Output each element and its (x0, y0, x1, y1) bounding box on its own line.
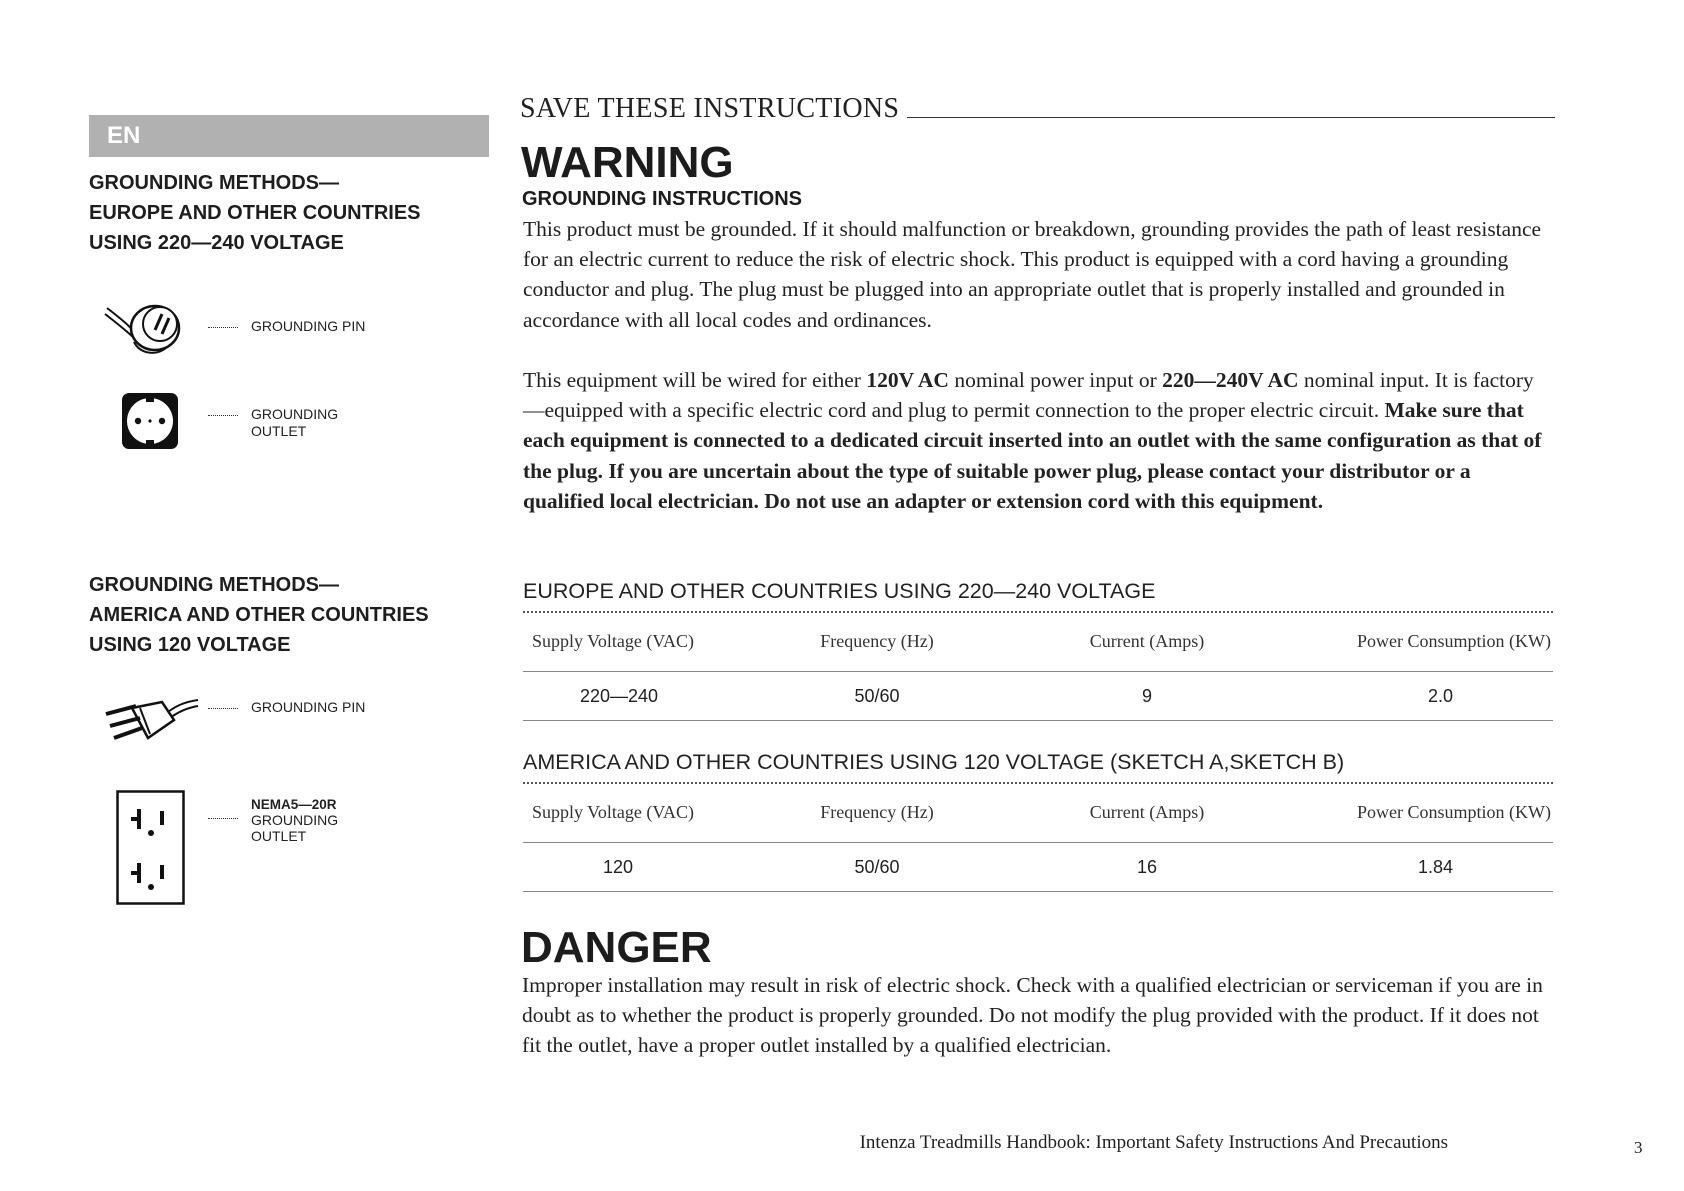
column-header: Current (Amps) (1012, 611, 1282, 672)
europe-outlet-icon (121, 392, 179, 450)
table-cell: 1.84 (1282, 843, 1553, 892)
column-header: Power Consumption (KW) (1282, 782, 1553, 843)
heading-rule (907, 117, 1555, 118)
table-cell: 9 (1012, 672, 1282, 721)
america-grounding-heading: GROUNDING METHODS— AMERICA AND OTHER COUNTRIES USING 120 VOLTAGE (89, 574, 429, 656)
america-grounding-pin-label: GROUNDING PIN (251, 699, 366, 715)
leader-line (208, 415, 238, 416)
nema-outlet-icon (116, 790, 186, 906)
nema-outlet-label: NEMA5—20R GROUNDING OUTLET (251, 797, 339, 844)
warning-paragraph-2: This equipment will be wired for either 120V AC nominal power input or 220—240V AC nominal input. It is factory—equipped with a specific electric cord and plug to permit connection to the proper electric circuit. Make sure that each equipment is connected to a dedicated circuit inserted into an outlet with the same configuration as that of the plug. If you are uncertain about the type of suitable power plug, please contact your distributor or a qualified local electrician. Do not use an adapter or extension cord with this equipment. (523, 368, 1542, 513)
column-header: Frequency (Hz) (742, 782, 1012, 843)
column-header: Supply Voltage (VAC) (523, 611, 742, 672)
language-badge: EN (89, 115, 489, 157)
table-cell: 16 (1012, 843, 1282, 892)
europe-grounding-pin-label: GROUNDING PIN (251, 318, 366, 334)
leader-line (208, 818, 238, 819)
column-header: Power Consumption (KW) (1282, 611, 1553, 672)
america-plug-icon (102, 692, 200, 744)
danger-title: DANGER (521, 923, 712, 972)
table-cell: 50/60 (742, 672, 1012, 721)
table-row (523, 843, 1553, 892)
europe-grounding-outlet-label: GROUNDING OUTLET (251, 406, 339, 439)
america-table-title: AMERICA AND OTHER COUNTRIES USING 120 VOLTAGE (SKETCH A,SKETCH B) (523, 749, 1553, 784)
column-header: Frequency (Hz) (742, 611, 1012, 672)
footer-title: Intenza Treadmills Handbook: Important Safety Instructions And Precautions (859, 1132, 1448, 1153)
warning-paragraph-1: This product must be grounded. If it should malfunction or breakdown, grounding provides the path of least resistance for an electric current to reduce the risk of electric shock. This product is equipped with a cord having a grounding conductor and plug. The plug must be plugged into an appropriate outlet that is properly installed and grounded in accordance with all local codes and ordinances. (523, 217, 1542, 332)
europe-grounding-heading: GROUNDING METHODS— EUROPE AND OTHER COUNTRIES USING 220—240 VOLTAGE (89, 172, 421, 254)
europe-table-title: EUROPE AND OTHER COUNTRIES USING 220—240 VOLTAGE (523, 578, 1553, 613)
table-cell: 220—240 (523, 672, 742, 721)
grounding-instructions-subtitle: GROUNDING INSTRUCTIONS (522, 188, 802, 210)
america-spec-table (523, 782, 1553, 892)
table-cell: 120 (523, 843, 742, 892)
page-number: 3 (1634, 1138, 1643, 1157)
column-header: Current (Amps) (1012, 782, 1282, 843)
leader-line (208, 327, 238, 328)
table-header-row (523, 611, 1553, 672)
save-instructions-heading: SAVE THESE INSTRUCTIONS (520, 90, 1555, 124)
column-header: Supply Voltage (VAC) (523, 782, 742, 843)
table-cell: 2.0 (1282, 672, 1553, 721)
table-row (523, 672, 1553, 721)
table-header-row (523, 782, 1553, 843)
table-cell: 50/60 (742, 843, 1012, 892)
warning-section (521, 139, 802, 211)
danger-paragraph: Improper installation may result in risk of electric shock. Check with a qualified electrician or serviceman if you are in doubt as to whether the product is properly grounded. Do not modify the plug provided with the product. If it does not fit the outlet, have a proper outlet installed by a qualified electrician. (522, 973, 1543, 1058)
europe-spec-table (523, 611, 1553, 721)
warning-title: WARNING (521, 138, 734, 187)
europe-plug-icon (100, 296, 185, 361)
leader-line (208, 708, 238, 709)
